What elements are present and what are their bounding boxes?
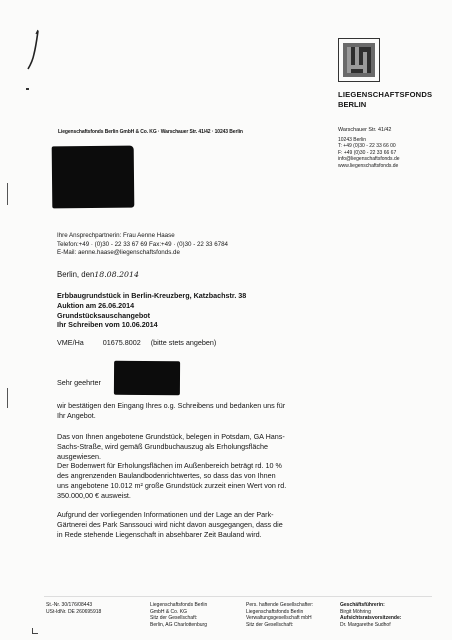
- salutation: Sehr geehrter: [57, 378, 101, 387]
- address-city: 10243 Berlin: [338, 136, 367, 143]
- paragraph-line: Gärtnerei des Park Sanssouci wird nicht davon ausgegangen, dass die: [57, 519, 283, 529]
- paragraph-line: des angrenzenden Baulandbodenrichtwertes, so dass das von Ihnen: [57, 471, 276, 481]
- footer-line: Geschäftsführerin:: [340, 602, 385, 608]
- address-email: info@liegenschaftsfonds.de: [338, 156, 400, 162]
- redacted-recipient-address: [52, 146, 135, 209]
- scan-dot: [26, 88, 29, 90]
- paragraph-line: uns angebotene 10.012 m² große Grundstück zurzeit einen Wert von rd.: [57, 480, 287, 490]
- paragraph-line: 350.000,00 € ausweist.: [57, 490, 131, 500]
- body-paragraph-1: [57, 401, 285, 421]
- footer-line: Liegenschaftsfonds Berlin: [246, 608, 304, 615]
- pen-mark-top-left: [22, 28, 46, 72]
- reference-number: 01675.8002: [102, 338, 141, 347]
- footer-line: GmbH & Co. KG: [150, 608, 187, 615]
- footer-line: Birgit Möhring: [340, 608, 371, 615]
- reference-note: (bitte stets angeben): [150, 338, 217, 347]
- paragraph-line: wir bestätigen den Eingang Ihres o.g. Schreibens und bedanken uns für: [57, 401, 286, 410]
- address-web: www.liegenschaftsfonds.de: [338, 162, 399, 169]
- scan-mark-left-1: [7, 183, 8, 205]
- paragraph-line: Der Bodenwert für Erholungsflächen im Außenbereich beträgt rd. 10 %: [57, 461, 282, 471]
- scan-mark-left-2: [7, 388, 8, 408]
- subject-line-2: Auktion am 26.06.2014: [57, 300, 135, 310]
- footer-line: Sitz der Gesellschaft:: [150, 615, 198, 621]
- footer-management: [340, 602, 401, 628]
- footer-company: [150, 602, 207, 628]
- footer-divider: [44, 596, 432, 597]
- subject-line-3: Grundstücksauschangebot: [57, 310, 151, 320]
- footer-tax-info: [46, 602, 101, 615]
- reference-label: VME/Ha: [57, 338, 84, 347]
- logo-wordmark: LIEGENSCHAFTSFONDS: [338, 90, 433, 99]
- contact-phone-fax: Telefon:+49 · (0)30 - 22 33 67 69 Fax:+49 · (0)30 - 22 33 6784: [57, 240, 228, 248]
- paragraph-line: Das von Ihnen angebotene Grundstück, belegen in Potsdam, GA Hans-: [57, 432, 285, 441]
- address-street: Warschauer Str. 41/42: [338, 127, 392, 133]
- footer-line: St.-Nr. 30/176/08443: [46, 602, 93, 608]
- footer-line: Pers. haftende Gesellschafter:: [246, 602, 314, 608]
- footer-line: Berlin, AG Charlottenburg: [150, 621, 207, 628]
- paragraph-line: Ihr Angebot.: [57, 410, 96, 420]
- liegenschaftsfonds-logo-icon: [338, 38, 380, 82]
- footer-line: Aufsichtsratsvorsitzende:: [340, 615, 402, 621]
- contact-person: Ihre Ansprechpartnerin: Frau Aenne Haase: [57, 232, 175, 239]
- date-prefix: Berlin, den: [57, 270, 95, 279]
- sender-address-block: [338, 127, 400, 169]
- address-fax: F: +49 (0)30 - 22 33 66 67: [338, 149, 397, 156]
- logo-city: BERLIN: [338, 100, 367, 109]
- footer-line: Dr. Margarethe Sudhof: [340, 621, 391, 628]
- subject-block: [57, 291, 246, 330]
- footer-partner: [246, 602, 313, 628]
- address-phone: T: +49 (0)30 - 22 33 66 00: [338, 143, 396, 149]
- paragraph-line: Sachs-Straße, wird gemäß Grundbuchauszug als Erholungsfläche: [57, 441, 268, 451]
- subject-line-1: Erbbaugrundstück in Berlin-Kreuzberg, Katzbachstr. 38: [57, 291, 247, 300]
- body-paragraph-3: [57, 510, 283, 539]
- paragraph-line: Aufgrund der vorliegenden Informationen und der Lage an der Park-: [57, 510, 274, 519]
- footer-line: Verwaltungsgesellschaft mbH: [246, 615, 312, 621]
- redacted-recipient-name: [114, 361, 180, 395]
- paragraph-line: in Rede stehende Liegenschaft in absehbarer Zeit Bauland wird.: [57, 529, 262, 539]
- scan-mark-bottom: [32, 628, 38, 634]
- contact-block: [57, 232, 228, 258]
- sender-line: Liegenschaftsfonds Berlin GmbH & Co. KG · Warschauer Str. 41/42 · 10243 Berlin: [58, 129, 243, 135]
- contact-email: E-Mail: aenne.haase@liegenschaftsfonds.de: [57, 249, 180, 257]
- footer-line: Sitz der Gesellschaft:: [246, 621, 294, 628]
- subject-line-4: Ihr Schreiben vom 10.06.2014: [57, 320, 158, 330]
- footer-line: USt-IdNr. DE 260695918: [46, 608, 102, 615]
- footer-line: Liegenschaftsfonds Berlin: [150, 602, 208, 608]
- reference-line: [57, 338, 216, 348]
- paragraph-line: ausgewiesen.: [57, 451, 101, 461]
- body-paragraph-2: [57, 432, 286, 501]
- letter-date: [57, 270, 139, 280]
- date-handwritten: 18.08.2014: [94, 270, 139, 279]
